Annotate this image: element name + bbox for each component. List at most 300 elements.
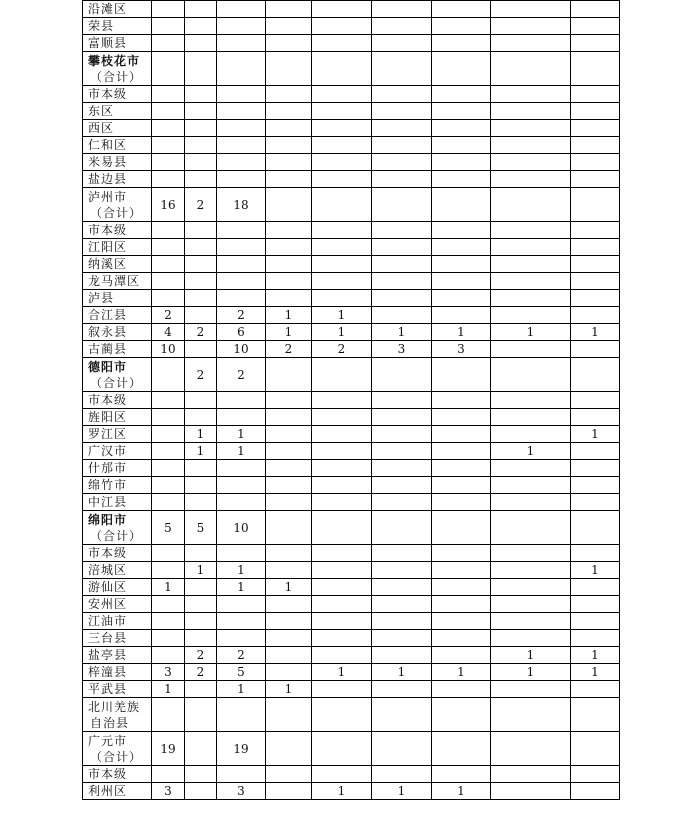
table-body bbox=[83, 1, 620, 800]
value-cell bbox=[152, 171, 185, 188]
value-cell bbox=[266, 86, 312, 103]
value-cell bbox=[372, 630, 432, 647]
value-cell bbox=[491, 341, 571, 358]
value-cell bbox=[152, 256, 185, 273]
value-cell bbox=[312, 443, 372, 460]
region-name-cell bbox=[83, 222, 152, 239]
region-name-line: 市本级 bbox=[88, 393, 128, 407]
value-cell bbox=[266, 562, 312, 579]
value-cell bbox=[432, 545, 491, 562]
value-cell bbox=[372, 511, 432, 545]
table-row bbox=[83, 18, 620, 35]
value-cell bbox=[217, 545, 266, 562]
value-cell: 1 bbox=[266, 307, 312, 324]
value-cell bbox=[571, 341, 620, 358]
value-cell: 16 bbox=[152, 188, 185, 222]
value-cell bbox=[432, 154, 491, 171]
value-cell: 1 bbox=[217, 562, 266, 579]
value-cell: 1 bbox=[217, 579, 266, 596]
value-cell bbox=[571, 35, 620, 52]
value-cell: 2 bbox=[185, 647, 217, 664]
value-cell bbox=[152, 239, 185, 256]
region-name-line: 德阳市 bbox=[88, 359, 128, 374]
table-row bbox=[83, 188, 620, 222]
table-row bbox=[83, 409, 620, 426]
value-cell bbox=[571, 579, 620, 596]
value-cell bbox=[266, 613, 312, 630]
value-cell bbox=[571, 783, 620, 800]
region-name-cell bbox=[83, 341, 152, 358]
value-cell: 1 bbox=[372, 783, 432, 800]
value-cell bbox=[312, 239, 372, 256]
value-cell bbox=[491, 154, 571, 171]
region-name-line: 市本级 bbox=[88, 546, 128, 560]
value-cell bbox=[571, 239, 620, 256]
value-cell bbox=[217, 52, 266, 86]
value-cell bbox=[312, 545, 372, 562]
value-cell bbox=[266, 596, 312, 613]
region-name-line: 市本级 bbox=[88, 87, 128, 101]
value-cell bbox=[217, 460, 266, 477]
region-name-cell bbox=[83, 783, 152, 800]
value-cell bbox=[491, 732, 571, 766]
value-cell bbox=[185, 120, 217, 137]
value-cell bbox=[312, 52, 372, 86]
value-cell bbox=[152, 562, 185, 579]
value-cell: 1 bbox=[432, 783, 491, 800]
region-name-line: 纳溪区 bbox=[88, 257, 128, 271]
value-cell bbox=[571, 137, 620, 154]
value-cell: 1 bbox=[266, 324, 312, 341]
value-cell bbox=[185, 86, 217, 103]
table-row bbox=[83, 613, 620, 630]
value-cell bbox=[312, 698, 372, 732]
value-cell bbox=[312, 732, 372, 766]
value-cell bbox=[491, 35, 571, 52]
value-cell bbox=[152, 443, 185, 460]
value-cell bbox=[432, 698, 491, 732]
value-cell: 18 bbox=[217, 188, 266, 222]
value-cell bbox=[185, 341, 217, 358]
value-cell bbox=[432, 86, 491, 103]
value-cell bbox=[571, 460, 620, 477]
region-name-line: （合计） bbox=[90, 69, 143, 84]
value-cell bbox=[571, 188, 620, 222]
value-cell bbox=[312, 681, 372, 698]
region-name-line: （合计） bbox=[90, 205, 143, 220]
value-cell: 1 bbox=[152, 681, 185, 698]
value-cell: 2 bbox=[217, 307, 266, 324]
region-name-line: 市本级 bbox=[88, 223, 128, 237]
value-cell bbox=[372, 171, 432, 188]
value-cell: 1 bbox=[185, 443, 217, 460]
value-cell bbox=[312, 562, 372, 579]
value-cell bbox=[432, 171, 491, 188]
value-cell bbox=[432, 358, 491, 392]
value-cell bbox=[571, 545, 620, 562]
region-name-line: （合计） bbox=[90, 375, 143, 390]
value-cell bbox=[491, 766, 571, 783]
value-cell bbox=[152, 103, 185, 120]
value-cell bbox=[571, 290, 620, 307]
value-cell bbox=[266, 52, 312, 86]
region-name-line: （合计） bbox=[90, 749, 143, 764]
value-cell bbox=[152, 154, 185, 171]
region-name-cell bbox=[83, 137, 152, 154]
value-cell bbox=[185, 290, 217, 307]
value-cell bbox=[372, 1, 432, 18]
value-cell bbox=[432, 562, 491, 579]
value-cell bbox=[571, 273, 620, 290]
value-cell bbox=[217, 18, 266, 35]
value-cell bbox=[491, 681, 571, 698]
region-name-line: 富顺县 bbox=[88, 36, 128, 50]
value-cell bbox=[312, 766, 372, 783]
value-cell bbox=[491, 239, 571, 256]
value-cell bbox=[312, 188, 372, 222]
value-cell bbox=[266, 239, 312, 256]
region-name-cell bbox=[83, 154, 152, 171]
table-row bbox=[83, 341, 620, 358]
value-cell bbox=[432, 256, 491, 273]
value-cell bbox=[312, 222, 372, 239]
value-cell bbox=[152, 460, 185, 477]
value-cell bbox=[152, 698, 185, 732]
value-cell bbox=[217, 86, 266, 103]
value-cell bbox=[372, 766, 432, 783]
value-cell bbox=[491, 222, 571, 239]
value-cell bbox=[312, 35, 372, 52]
region-name-cell bbox=[83, 171, 152, 188]
value-cell bbox=[185, 494, 217, 511]
region-name-line: 攀枝花市 bbox=[88, 53, 141, 68]
value-cell bbox=[571, 1, 620, 18]
value-cell bbox=[571, 596, 620, 613]
value-cell bbox=[185, 783, 217, 800]
value-cell bbox=[571, 443, 620, 460]
value-cell: 10 bbox=[217, 341, 266, 358]
value-cell: 10 bbox=[152, 341, 185, 358]
region-name-line: 西区 bbox=[88, 121, 115, 135]
value-cell bbox=[571, 18, 620, 35]
value-cell bbox=[266, 154, 312, 171]
region-name-line: 叙永县 bbox=[88, 325, 128, 339]
value-cell bbox=[266, 783, 312, 800]
value-cell bbox=[266, 120, 312, 137]
value-cell bbox=[491, 86, 571, 103]
value-cell bbox=[571, 613, 620, 630]
value-cell: 2 bbox=[266, 341, 312, 358]
value-cell bbox=[491, 630, 571, 647]
value-cell: 3 bbox=[152, 783, 185, 800]
value-cell bbox=[571, 154, 620, 171]
value-cell bbox=[372, 52, 432, 86]
value-cell bbox=[217, 290, 266, 307]
value-cell: 2 bbox=[185, 664, 217, 681]
value-cell bbox=[217, 256, 266, 273]
region-name-cell bbox=[83, 103, 152, 120]
value-cell bbox=[491, 511, 571, 545]
value-cell bbox=[152, 596, 185, 613]
table-row bbox=[83, 732, 620, 766]
value-cell bbox=[372, 358, 432, 392]
value-cell bbox=[266, 647, 312, 664]
value-cell bbox=[372, 120, 432, 137]
value-cell bbox=[217, 239, 266, 256]
value-cell bbox=[372, 18, 432, 35]
table-row bbox=[83, 256, 620, 273]
table-row bbox=[83, 86, 620, 103]
value-cell bbox=[152, 494, 185, 511]
value-cell bbox=[571, 698, 620, 732]
value-cell bbox=[312, 171, 372, 188]
value-cell bbox=[312, 1, 372, 18]
value-cell bbox=[372, 647, 432, 664]
value-cell bbox=[372, 188, 432, 222]
value-cell: 19 bbox=[217, 732, 266, 766]
value-cell bbox=[217, 171, 266, 188]
table-row bbox=[83, 239, 620, 256]
value-cell: 1 bbox=[571, 426, 620, 443]
value-cell bbox=[312, 273, 372, 290]
region-name-cell bbox=[83, 324, 152, 341]
region-name-line: 梓潼县 bbox=[88, 665, 128, 679]
table-row bbox=[83, 562, 620, 579]
value-cell: 5 bbox=[152, 511, 185, 545]
region-name-line: 盐亭县 bbox=[88, 648, 128, 662]
value-cell bbox=[491, 171, 571, 188]
value-cell bbox=[312, 86, 372, 103]
value-cell bbox=[432, 18, 491, 35]
value-cell: 6 bbox=[217, 324, 266, 341]
region-name-cell bbox=[83, 18, 152, 35]
table-row bbox=[83, 477, 620, 494]
value-cell bbox=[432, 120, 491, 137]
value-cell: 5 bbox=[185, 511, 217, 545]
value-cell bbox=[432, 596, 491, 613]
value-cell bbox=[217, 596, 266, 613]
region-name-line: 古蔺县 bbox=[88, 342, 128, 356]
value-cell: 19 bbox=[152, 732, 185, 766]
table-row bbox=[83, 647, 620, 664]
region-name-cell bbox=[83, 766, 152, 783]
value-cell bbox=[571, 256, 620, 273]
region-name-cell bbox=[83, 52, 152, 86]
region-name-cell bbox=[83, 562, 152, 579]
value-cell bbox=[372, 137, 432, 154]
value-cell bbox=[312, 460, 372, 477]
value-cell bbox=[152, 86, 185, 103]
value-cell bbox=[185, 222, 217, 239]
value-cell bbox=[571, 766, 620, 783]
value-cell: 2 bbox=[152, 307, 185, 324]
value-cell: 2 bbox=[185, 188, 217, 222]
value-cell bbox=[266, 256, 312, 273]
value-cell bbox=[372, 256, 432, 273]
value-cell bbox=[491, 545, 571, 562]
value-cell bbox=[152, 426, 185, 443]
value-cell bbox=[372, 307, 432, 324]
value-cell bbox=[217, 273, 266, 290]
value-cell: 1 bbox=[571, 647, 620, 664]
value-cell bbox=[312, 511, 372, 545]
value-cell bbox=[152, 358, 185, 392]
value-cell bbox=[152, 766, 185, 783]
value-cell bbox=[312, 596, 372, 613]
table-row bbox=[83, 511, 620, 545]
value-cell bbox=[266, 409, 312, 426]
region-name-cell bbox=[83, 426, 152, 443]
value-cell bbox=[217, 154, 266, 171]
value-cell bbox=[491, 698, 571, 732]
value-cell bbox=[372, 681, 432, 698]
table-row bbox=[83, 52, 620, 86]
value-cell bbox=[312, 137, 372, 154]
value-cell bbox=[312, 613, 372, 630]
value-cell: 1 bbox=[312, 307, 372, 324]
region-name-line: 江油市 bbox=[88, 614, 128, 628]
value-cell bbox=[491, 103, 571, 120]
value-cell bbox=[152, 35, 185, 52]
region-name-line: 安州区 bbox=[88, 597, 128, 611]
value-cell bbox=[266, 477, 312, 494]
value-cell bbox=[185, 392, 217, 409]
region-name-cell bbox=[83, 732, 152, 766]
value-cell bbox=[491, 256, 571, 273]
value-cell: 1 bbox=[491, 647, 571, 664]
region-name-line: 绵竹市 bbox=[88, 478, 128, 492]
value-cell bbox=[432, 732, 491, 766]
value-cell bbox=[185, 307, 217, 324]
value-cell bbox=[372, 732, 432, 766]
value-cell bbox=[266, 171, 312, 188]
value-cell bbox=[571, 477, 620, 494]
value-cell bbox=[372, 409, 432, 426]
region-name-line: 三台县 bbox=[88, 631, 128, 645]
region-name-cell bbox=[83, 120, 152, 137]
value-cell bbox=[312, 154, 372, 171]
value-cell bbox=[491, 273, 571, 290]
value-cell bbox=[266, 511, 312, 545]
region-name-cell bbox=[83, 392, 152, 409]
value-cell: 1 bbox=[372, 664, 432, 681]
value-cell bbox=[217, 120, 266, 137]
value-cell bbox=[185, 103, 217, 120]
value-cell bbox=[491, 409, 571, 426]
region-name-cell bbox=[83, 579, 152, 596]
region-name-line: 什邡市 bbox=[88, 461, 128, 475]
table-row bbox=[83, 103, 620, 120]
value-cell bbox=[185, 409, 217, 426]
value-cell: 1 bbox=[432, 664, 491, 681]
value-cell bbox=[571, 511, 620, 545]
region-name-cell bbox=[83, 188, 152, 222]
region-name-cell bbox=[83, 307, 152, 324]
value-cell: 1 bbox=[217, 443, 266, 460]
value-cell bbox=[312, 358, 372, 392]
value-cell bbox=[432, 494, 491, 511]
value-cell: 1 bbox=[217, 681, 266, 698]
value-cell bbox=[372, 613, 432, 630]
value-cell bbox=[266, 698, 312, 732]
value-cell bbox=[312, 290, 372, 307]
value-cell bbox=[571, 732, 620, 766]
value-cell bbox=[152, 137, 185, 154]
table-row bbox=[83, 681, 620, 698]
value-cell bbox=[312, 120, 372, 137]
table-row bbox=[83, 290, 620, 307]
value-cell bbox=[491, 477, 571, 494]
value-cell: 1 bbox=[571, 324, 620, 341]
table-row bbox=[83, 545, 620, 562]
value-cell bbox=[491, 596, 571, 613]
value-cell bbox=[432, 137, 491, 154]
region-name-line: 广元市 bbox=[88, 733, 128, 748]
value-cell bbox=[152, 392, 185, 409]
region-name-line: 涪城区 bbox=[88, 563, 128, 577]
value-cell bbox=[266, 545, 312, 562]
value-cell bbox=[432, 222, 491, 239]
value-cell: 1 bbox=[312, 664, 372, 681]
value-cell bbox=[491, 137, 571, 154]
region-name-line: 江阳区 bbox=[88, 240, 128, 254]
region-name-line: 合江县 bbox=[88, 308, 128, 322]
value-cell bbox=[432, 392, 491, 409]
value-cell bbox=[491, 579, 571, 596]
value-cell bbox=[491, 783, 571, 800]
value-cell bbox=[372, 103, 432, 120]
value-cell bbox=[372, 494, 432, 511]
value-cell bbox=[312, 579, 372, 596]
region-name-line: 市本级 bbox=[88, 767, 128, 781]
value-cell bbox=[312, 494, 372, 511]
table-row bbox=[83, 460, 620, 477]
value-cell bbox=[491, 188, 571, 222]
value-cell bbox=[491, 290, 571, 307]
region-name-cell bbox=[83, 409, 152, 426]
value-cell: 1 bbox=[312, 783, 372, 800]
region-name-cell bbox=[83, 647, 152, 664]
value-cell bbox=[372, 596, 432, 613]
value-cell bbox=[432, 1, 491, 18]
value-cell bbox=[372, 477, 432, 494]
value-cell bbox=[266, 290, 312, 307]
value-cell bbox=[432, 307, 491, 324]
value-cell bbox=[372, 154, 432, 171]
table-row bbox=[83, 154, 620, 171]
value-cell bbox=[152, 290, 185, 307]
region-name-line: 广汉市 bbox=[88, 444, 128, 458]
value-cell bbox=[432, 239, 491, 256]
value-cell bbox=[432, 681, 491, 698]
value-cell: 1 bbox=[491, 664, 571, 681]
value-cell: 2 bbox=[185, 358, 217, 392]
value-cell bbox=[152, 273, 185, 290]
region-name-cell bbox=[83, 494, 152, 511]
value-cell bbox=[571, 120, 620, 137]
region-name-cell bbox=[83, 86, 152, 103]
value-cell bbox=[217, 630, 266, 647]
value-cell bbox=[432, 290, 491, 307]
value-cell bbox=[372, 698, 432, 732]
region-name-line: 泸县 bbox=[88, 291, 115, 305]
value-cell bbox=[571, 630, 620, 647]
region-name-cell bbox=[83, 681, 152, 698]
value-cell bbox=[185, 171, 217, 188]
region-name-cell bbox=[83, 460, 152, 477]
value-cell bbox=[432, 766, 491, 783]
value-cell bbox=[571, 86, 620, 103]
